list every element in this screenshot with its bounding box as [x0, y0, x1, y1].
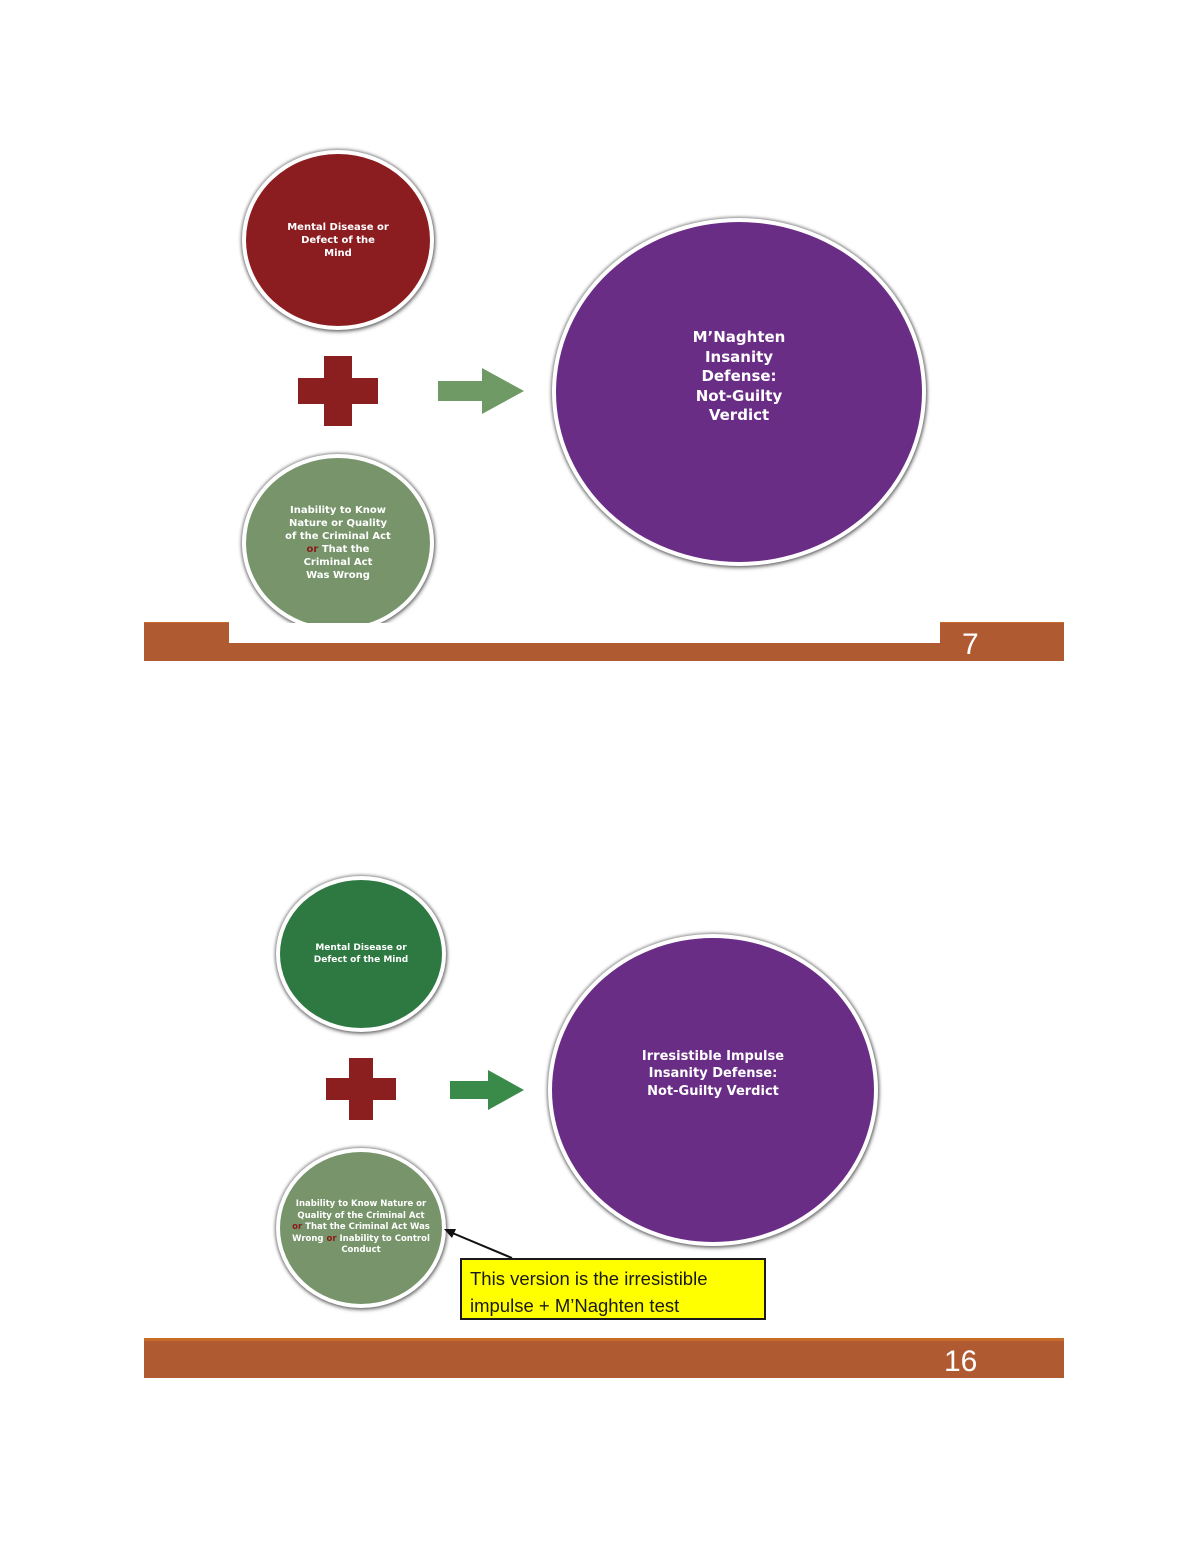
mnaghten-verdict-circle: M’Naghten Insanity Defense: Not-Guilty Verdict	[552, 218, 926, 566]
inability-to-know-circle: Inability to Know Nature or Quality of the Criminal Act or That the Criminal Act Was Wrong	[242, 454, 434, 632]
callout-note: This version is the irresistible impulse + M’Naghten test	[460, 1258, 766, 1320]
slide-16	[0, 716, 1200, 1416]
slide-7	[0, 0, 1200, 700]
right-arrow-icon	[450, 1070, 524, 1110]
page-number: 7	[962, 628, 979, 661]
mental-disease-circle: Mental Disease or Defect of the Mind	[276, 876, 446, 1032]
plus-icon	[326, 1058, 396, 1120]
mental-disease-label: Mental Disease or Defect of the Mind	[287, 221, 389, 259]
footer-bar	[144, 1341, 1064, 1378]
right-arrow-icon	[438, 368, 524, 414]
plus-icon	[298, 356, 378, 426]
inability-to-know-circle: Inability to Know Nature or Quality of the Criminal Act or That the Criminal Act Was Wrong or Inability to Control Conduct	[276, 1148, 446, 1308]
mental-disease-circle	[242, 150, 434, 330]
irresistible-impulse-verdict-circle: Irresistible Impulse Insanity Defense: Not-Guilty Verdict	[548, 934, 878, 1246]
page-number: 16	[944, 1345, 978, 1378]
